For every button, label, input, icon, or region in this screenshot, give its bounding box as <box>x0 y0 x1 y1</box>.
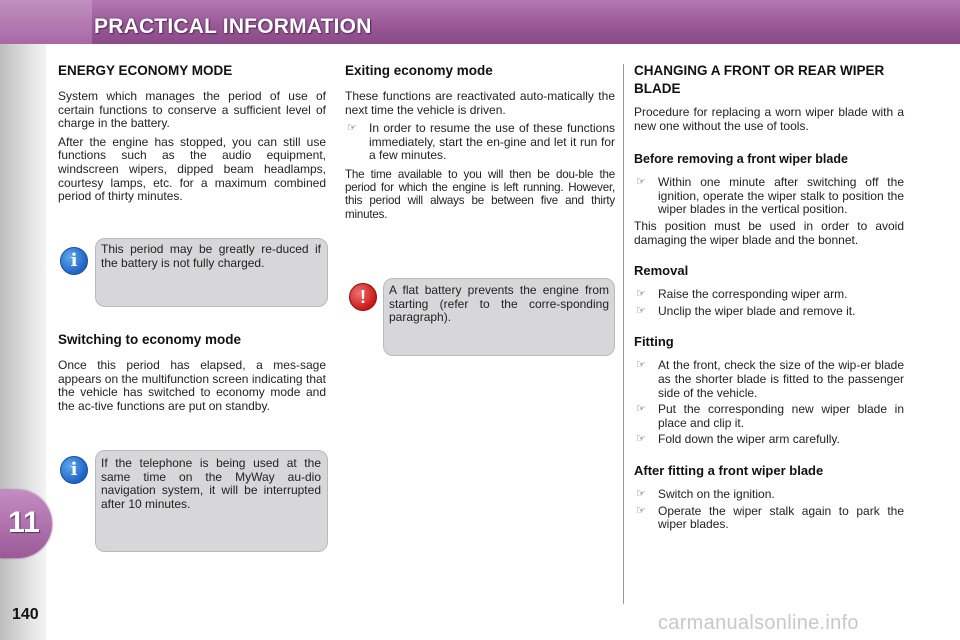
column-wiper-blade <box>634 62 904 532</box>
list-item <box>634 505 904 532</box>
list-item <box>634 176 904 217</box>
header-bar <box>0 0 960 44</box>
section-title-wiper-blade: CHANGING A FRONT OR REAR WIPER BLADE <box>634 63 885 96</box>
list-item <box>345 122 615 163</box>
list-item <box>634 359 904 400</box>
subheading-after-fitting: After fitting a front wiper blade <box>634 462 824 478</box>
list-item <box>634 488 904 502</box>
list-item-text: Operate the wiper stalk again to park the wiper blades. <box>658 503 904 532</box>
list-item-text: In order to resume the use of these functions immediately, start the en-gine and let it run for a few minutes. <box>369 121 615 163</box>
chapter-number: 11 <box>8 506 40 539</box>
page-number: 140 <box>12 606 39 623</box>
pointing-hand-icon: ☞ <box>636 487 646 500</box>
section-title-exiting: Exiting economy mode <box>345 63 493 78</box>
list-item-text: Within one minute after switching off the ignition, operate the wiper stalk to position the wiper blades in the vertical position. <box>658 175 904 217</box>
watermark: carmanualsonline.info <box>658 612 859 634</box>
exclamation-icon: ! <box>349 283 377 311</box>
pointing-hand-icon: ☞ <box>636 504 646 517</box>
list-item-text: At the front, check the size of the wip-er blade as the shorter blade is fitted to the passenger side of the vehicle. <box>658 358 904 400</box>
pointing-hand-icon: ☞ <box>636 288 646 301</box>
paragraph: Procedure for replacing a worn wiper blade with a new one without the use of tools. <box>634 105 904 133</box>
info-icon: i <box>60 247 88 275</box>
section-title-switching: Switching to economy mode <box>58 332 242 347</box>
list-item-text: Raise the corresponding wiper arm. <box>658 287 848 302</box>
subheading-fitting: Fitting <box>634 334 674 350</box>
column-energy-economy <box>58 62 326 204</box>
paragraph: Once this period has elapsed, a mes-sage appears on the multifunction screen indicating that the vehicle has switched to economy mode and the ac-tive functions are put on standby. <box>58 358 326 413</box>
paragraph: After the engine has stopped, you can still use functions such as the audio equipment, windscreen wipers, dipped beam headlamps, courtesy lamps, etc. for a maximum combined period of thirty minutes. <box>58 134 326 204</box>
paragraph: This position must be used in order to avoid damaging the wiper blade and the bonnet. <box>634 218 904 247</box>
column-switching <box>58 331 326 413</box>
list-item <box>634 288 904 302</box>
pointing-hand-icon: ☞ <box>636 304 646 317</box>
warning-note-text: A flat battery prevents the engine from starting (refer to the corre-sponding paragraph). <box>389 283 609 325</box>
list-item <box>634 305 904 319</box>
paragraph: System which manages the period of use of certain functions to conserve a sufficient level of charge in the battery. <box>58 89 326 131</box>
list-item <box>634 433 904 447</box>
column-exiting-economy <box>345 62 615 221</box>
list-item-text: Fold down the wiper arm carefully. <box>658 432 840 447</box>
pointing-hand-icon: ☞ <box>636 403 646 416</box>
paragraph: The time available to you will then be dou-ble the period for which the engine is left running. However, this period will always be between five and thirty minutes. <box>345 167 615 221</box>
info-icon: i <box>60 456 88 484</box>
subheading-removal: Removal <box>634 263 689 279</box>
list-item <box>634 403 904 430</box>
pointing-hand-icon: ☞ <box>636 176 646 189</box>
info-note-text: This period may be greatly re-duced if the battery is not fully charged. <box>101 242 321 270</box>
paragraph: These functions are reactivated auto-matically the next time the vehicle is driven. <box>345 89 615 117</box>
pointing-hand-icon: ☞ <box>347 122 357 135</box>
header-tab <box>0 0 92 44</box>
subheading-before-removing: Before removing a front wiper blade <box>634 152 848 167</box>
pointing-hand-icon: ☞ <box>636 433 646 446</box>
info-note-text: If the telephone is being used at the same time on the MyWay au-dio navigation system, it will be interrupted after 10 minutes. <box>101 456 321 511</box>
list-item-text: Unclip the wiper blade and remove it. <box>658 303 856 318</box>
list-item-text: Put the corresponding new wiper blade in place and clip it. <box>658 402 904 430</box>
column-divider <box>623 64 624 604</box>
page-title: PRACTICAL INFORMATION <box>94 15 372 38</box>
list-item-text: Switch on the ignition. <box>658 486 775 501</box>
section-title-energy-economy: ENERGY ECONOMY MODE <box>58 63 233 78</box>
pointing-hand-icon: ☞ <box>636 359 646 372</box>
